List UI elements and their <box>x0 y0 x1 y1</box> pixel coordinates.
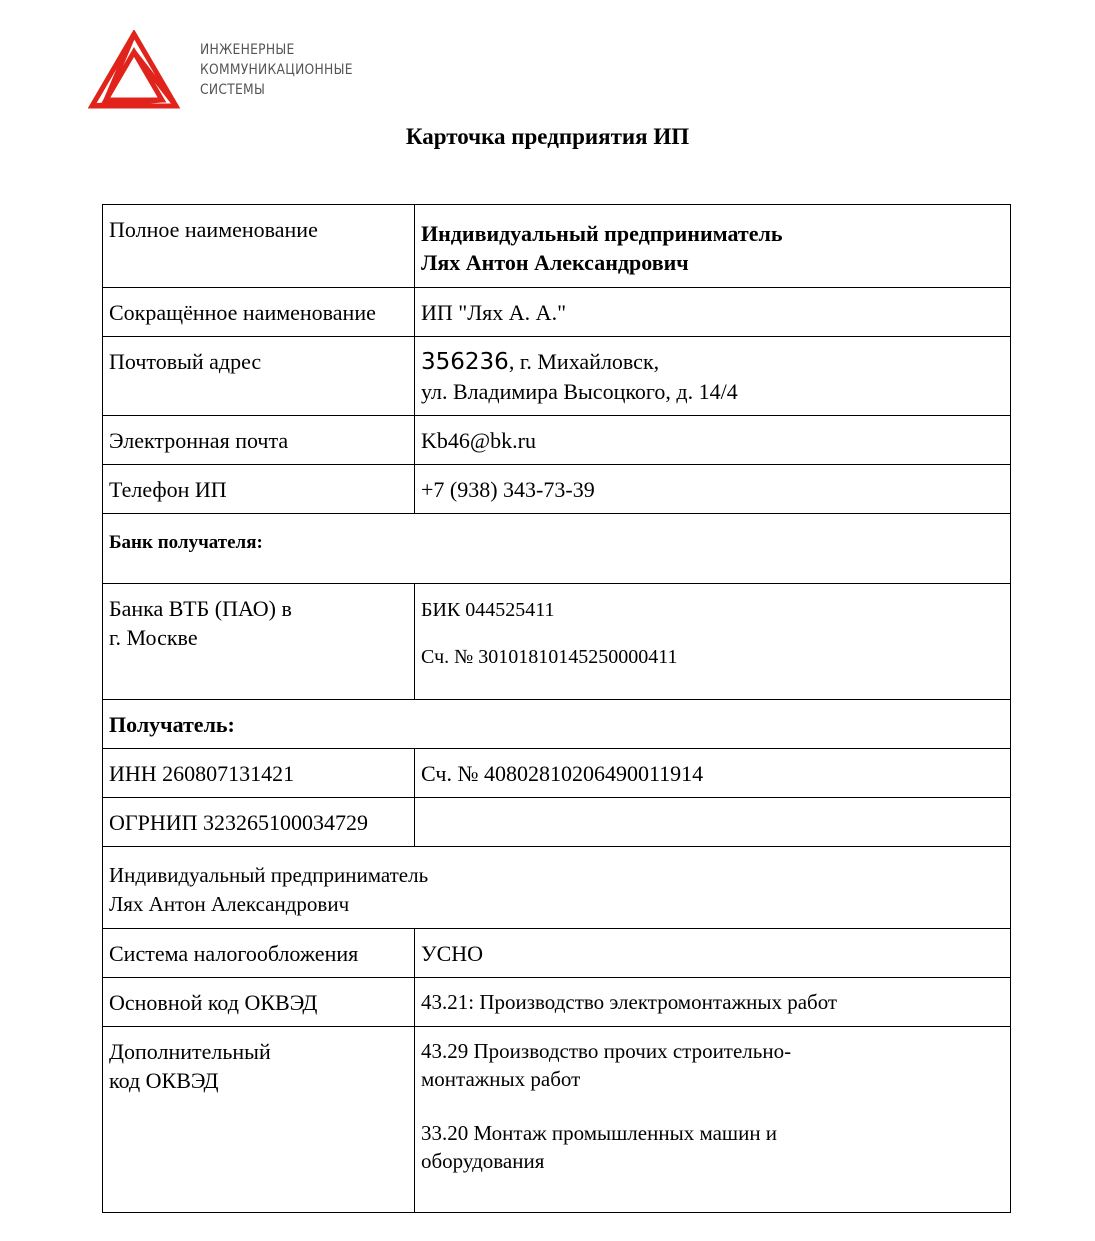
address-label: Почтовый адрес <box>103 337 415 416</box>
address-zip: 356236 <box>421 349 509 375</box>
row-ogrnip <box>103 798 1011 847</box>
bank-name-line-1: Банка ВТБ (ПАО) в <box>109 596 292 621</box>
short-name-label: Сокращённое наименование <box>103 288 415 337</box>
tax-value: УСНО <box>415 929 1011 978</box>
recipient-header-label: Получатель: <box>103 700 1011 749</box>
address-value <box>415 337 1011 416</box>
row-address <box>103 337 1011 416</box>
okved-main-value: 43.21: Производство электромонтажных работ <box>415 978 1011 1027</box>
full-name-label: Полное наименование <box>103 205 415 288</box>
triangle-logo-icon <box>88 30 180 110</box>
address-line-2: ул. Владимира Высоцкого, д. 14/4 <box>421 379 738 404</box>
row-email <box>103 416 1011 465</box>
bank-name <box>103 584 415 700</box>
logo-line-3: СИСТЕМЫ <box>200 82 266 98</box>
row-bank <box>103 584 1011 700</box>
owner-line-2: Лях Антон Александрович <box>109 892 350 916</box>
owner-line-1: Индивидуальный предприниматель <box>109 863 429 887</box>
spacer <box>421 1093 1004 1119</box>
ogrnip-value <box>415 798 1011 847</box>
ogrnip-label: ОГРНИП 323265100034729 <box>103 798 415 847</box>
row-short-name <box>103 288 1011 337</box>
inn-label: ИНН 260807131421 <box>103 749 415 798</box>
okved-extra-label-line-2: код ОКВЭД <box>109 1068 219 1093</box>
company-logo <box>88 30 388 115</box>
okved-extra-item-1-line-2: монтажных работ <box>421 1067 581 1091</box>
row-tax <box>103 929 1011 978</box>
tax-label: Система налогообложения <box>103 929 415 978</box>
okved-extra-label-line-1: Дополнительный <box>109 1039 271 1064</box>
spacer <box>421 625 1004 643</box>
bank-name-line-2: г. Москве <box>109 625 198 650</box>
okved-extra-item-2-line-1: 33.20 Монтаж промышленных машин и <box>421 1121 778 1145</box>
okved-extra-item-1-line-1: 43.29 Производство прочих строительно- <box>421 1039 792 1063</box>
company-card-table <box>102 204 1011 1213</box>
okved-extra-item-2-line-2: оборудования <box>421 1149 545 1173</box>
row-okved-main <box>103 978 1011 1027</box>
row-bank-header <box>103 514 1011 584</box>
okved-extra-value <box>415 1027 1011 1213</box>
email-label: Электронная почта <box>103 416 415 465</box>
address-line-1 <box>421 347 1004 377</box>
row-full-name <box>103 205 1011 288</box>
bank-bik: БИК 044525411 <box>421 599 555 621</box>
settlement-account: Сч. № 40802810206490011914 <box>415 749 1011 798</box>
row-recipient-header <box>103 700 1011 749</box>
full-name-line-2: Лях Антон Александрович <box>421 250 689 275</box>
bank-details <box>415 584 1011 700</box>
logo-text <box>200 40 353 100</box>
owner-name <box>103 847 1011 929</box>
okved-extra-label <box>103 1027 415 1213</box>
row-okved-extra <box>103 1027 1011 1213</box>
bank-header-label: Банк получателя: <box>103 514 1011 584</box>
email-value[interactable]: Kb46@bk.ru <box>415 416 1011 465</box>
full-name-value <box>415 205 1011 288</box>
phone-label: Телефон ИП <box>103 465 415 514</box>
bank-correspondent-account: Сч. № 30101810145250000411 <box>421 646 678 668</box>
logo-line-2: КОММУНИКАЦИОННЫЕ <box>200 62 353 78</box>
row-inn <box>103 749 1011 798</box>
short-name-value: ИП "Лях А. А." <box>415 288 1011 337</box>
logo-line-1: ИНЖЕНЕРНЫЕ <box>200 42 295 58</box>
row-owner <box>103 847 1011 929</box>
document-title: Карточка предприятия ИП <box>405 124 690 149</box>
address-city: , г. Михайловск, <box>508 349 660 374</box>
phone-value: +7 (938) 343-73-39 <box>415 465 1011 514</box>
full-name-line-1: Индивидуальный предприниматель <box>421 221 783 246</box>
okved-main-label: Основной код ОКВЭД <box>103 978 415 1027</box>
row-phone <box>103 465 1011 514</box>
